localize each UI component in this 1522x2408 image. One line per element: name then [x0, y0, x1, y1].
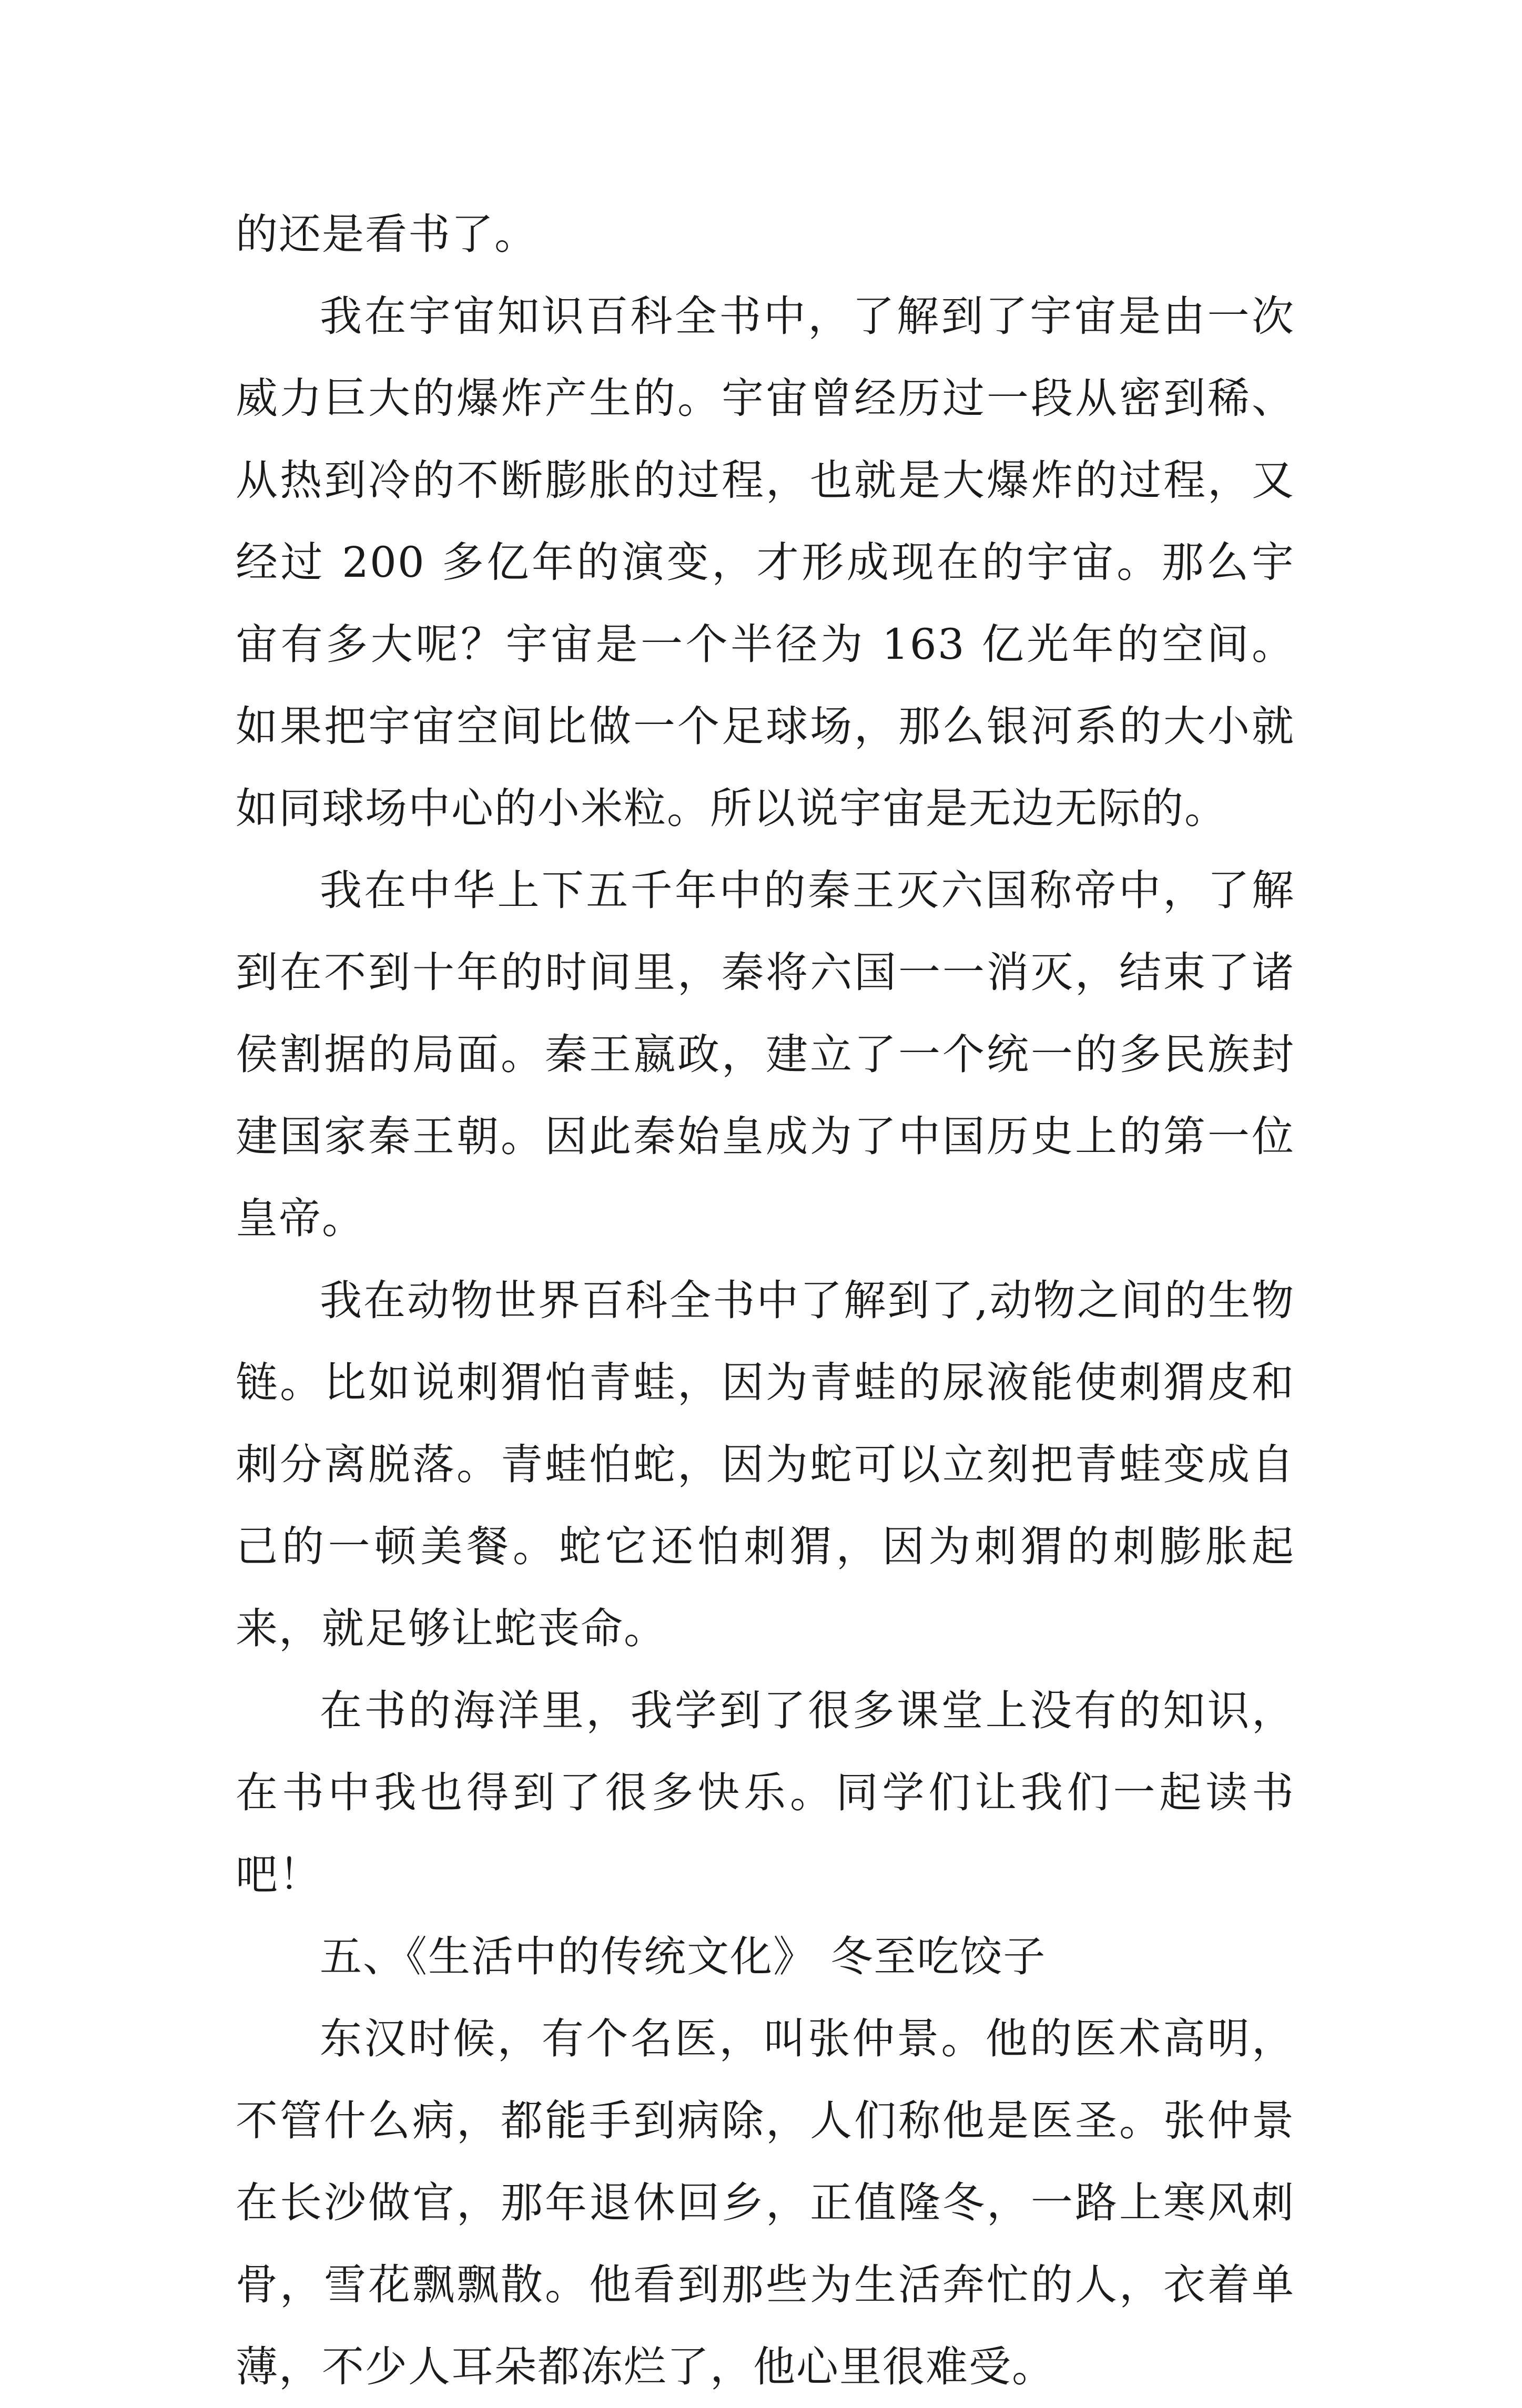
- paragraph-food-chain: 我在动物世界百科全书中了解到了,动物之间的生物链。比如说刺猬怕青蛙，因为青蛙的尿液能使刺猬皮和刺分离脱落。青蛙怕蛇，因为蛇可以立刻把青蛙变成自己的一顿美餐。蛇它还怕刺猬，因为刺猬的刺膨胀起来，就足够让蛇丧命。: [236, 1276, 1295, 1653]
- paragraph-zhang-zhongjing: 东汉时候，有个名医，叫张仲景。他的医术高明，不管什么病，都能手到病除，人们称他是医圣。张仲景在长沙做官，那年退休回乡，正值隆冬，一路上寒风刺骨，雪花飘飘散。他看到那些为生活奔忙的人，衣着单薄，不少人耳朵都冻烂了，他心里很难受。: [236, 2014, 1295, 2391]
- paragraph-universe: 我在宇宙知识百科全书中，了解到了宇宙是由一次威力巨大的爆炸产生的。宇宙曾经历过一段从密到稀、从热到冷的不断膨胀的过程，也就是大爆炸的过程，又经过 200 多亿年的演变，才形成现在的宇宙。那么宇宙有多大呢？宇宙是一个半径为 163 亿光年的空间。如果把宇宙空间比做一个足球场，那么银河系的大小就如同球场中心的小米粒。所以说宇宙是无边无际的。: [236, 292, 1295, 833]
- paragraph-conclusion: 在书的海洋里，我学到了很多课堂上没有的知识，在书中我也得到了很多快乐。同学们让我们一起读书吧！: [236, 1686, 1295, 1899]
- paragraph-continuation: 的还是看书了。: [236, 210, 537, 259]
- section-heading: 五、《生活中的传统文化》 冬至吃饺子: [320, 1932, 1047, 1981]
- paragraph-qin-dynasty: 我在中华上下五千年中的秦王灭六国称帝中，了解到在不到十年的时间里，秦将六国一一消灭，结束了诸侯割据的局面。秦王嬴政，建立了一个统一的多民族封建国家秦王朝。因此秦始皇成为了中国历史上的第一位皇帝。: [236, 866, 1295, 1243]
- document-body: [236, 193, 1295, 2408]
